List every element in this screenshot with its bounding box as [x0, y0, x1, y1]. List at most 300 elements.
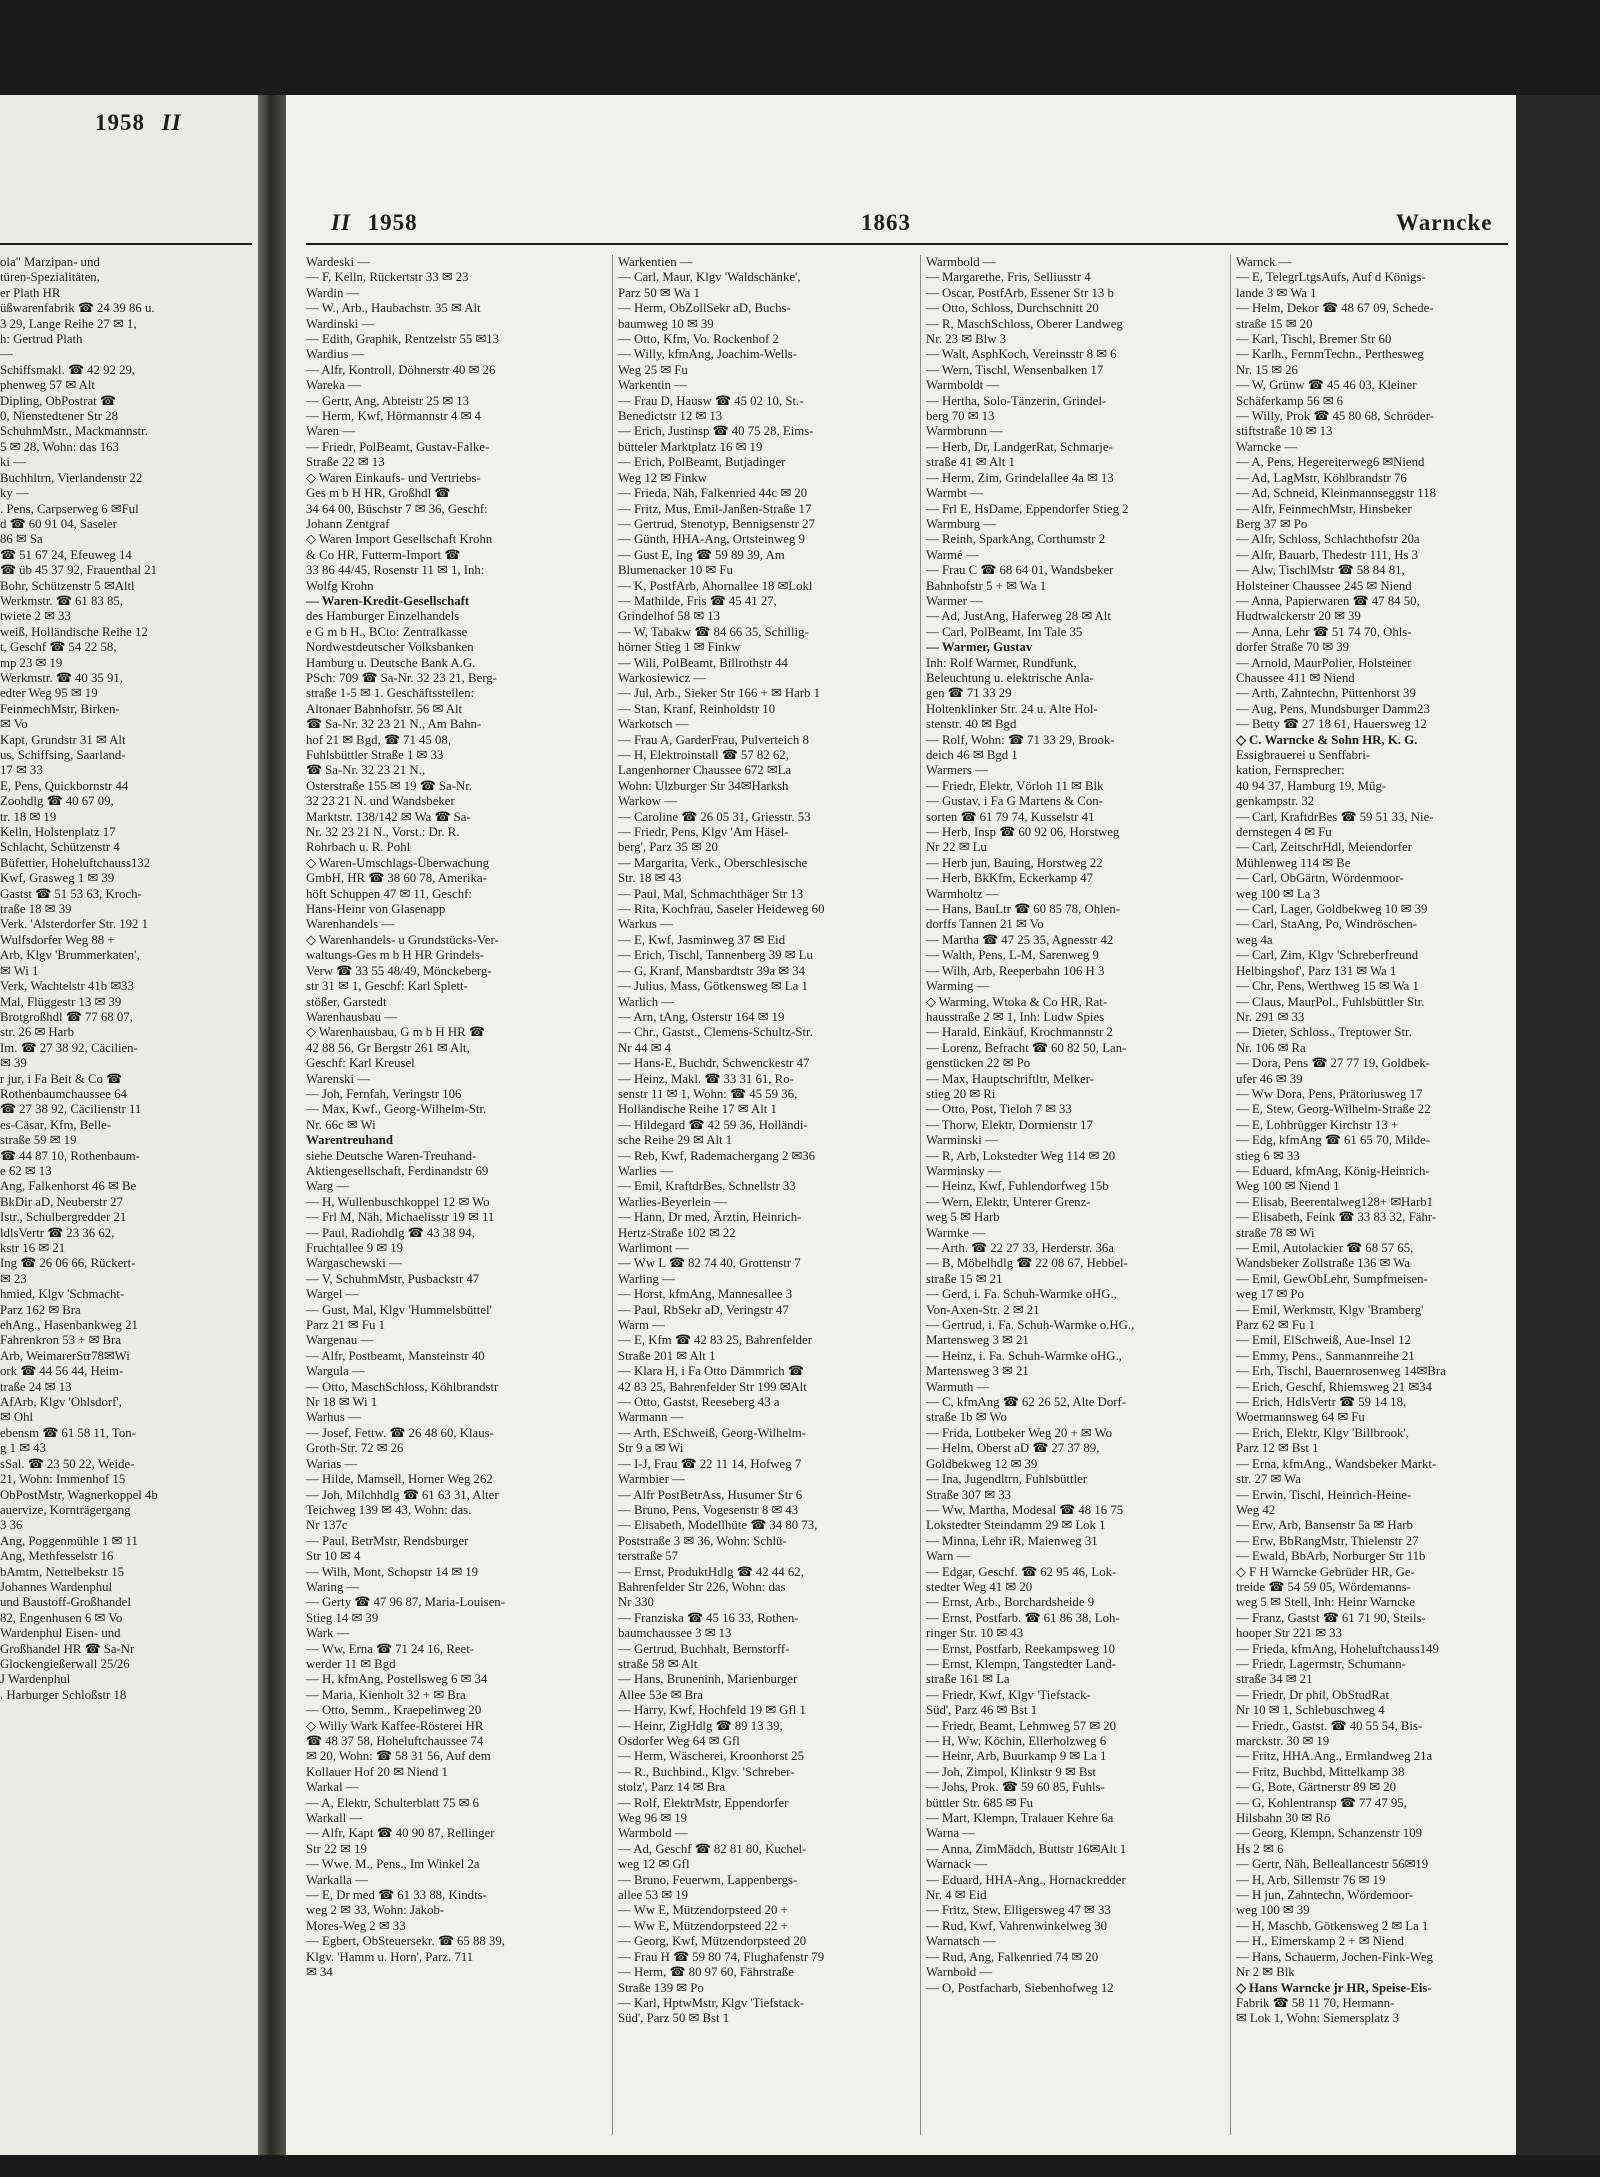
directory-entry: Bahrenfelder Str 226, Wohn: das [618, 1579, 786, 1594]
directory-entry: — Otto, Kfm, Vo. Rockenhof 2 [618, 332, 779, 347]
directory-entry: — Emil, GewObLehr, Sumpfmeisen- [1236, 1271, 1428, 1286]
directory-entry: — Alfr, Bauarb, Thedestr 111, Hs 3 [1236, 547, 1419, 562]
directory-entry: Nr. 32 23 21 N., Vorst.: Dr. R. [306, 825, 460, 840]
directory-entry: ufer 46 ✉ 39 [1236, 1071, 1303, 1086]
directory-entry: deich 46 ✉ Bgd 1 [926, 748, 1018, 762]
directory-entry: Warminski — [926, 1133, 998, 1148]
directory-entry: — Carl, Zim, Klgv 'Schreberfreund [1236, 948, 1419, 963]
directory-entry: Nr. 15 ✉ 26 [1236, 362, 1298, 377]
directory-entry: weg 12 ✉ Gfl [618, 1857, 690, 1872]
directory-entry: Kwf, Grasweg 1 ✉ 39 [0, 871, 115, 886]
directory-entry: Hs 2 ✉ 6 [1236, 1841, 1284, 1856]
directory-entry: — E, Lohbrügger Kirchstr 13 + [1236, 1117, 1399, 1132]
directory-entry: 33 86 44/45, Rosenstr 11 ✉ 1, Inh: [306, 563, 485, 578]
directory-entry: — Alfr, Kapt ☎ 40 90 87, Rellinger [306, 1826, 495, 1841]
directory-entry: straße 59 ✉ 19 [0, 1133, 77, 1148]
directory-entry: Kollauer Hof 20 ✉ Niend 1 [306, 1764, 448, 1779]
directory-entry: — Ad, JustAng, Haferweg 28 ✉ Alt [926, 609, 1111, 624]
right-header-rule [306, 243, 1508, 245]
right-page [286, 95, 1516, 2155]
directory-entry: — E, TelegrLtgsAufs, Auf d Königs- [1236, 270, 1426, 285]
directory-entry: mp 23 ✉ 19 [0, 655, 63, 670]
directory-entry: Warenhausbau — [306, 1009, 398, 1024]
directory-entry: 0, Nienstedtener Str 28 [0, 409, 118, 424]
directory-entry: Warmuth — [926, 1379, 990, 1394]
directory-entry: ◇ Hans Warncke jr HR, Speise-Eis- [1236, 1980, 1432, 1995]
directory-entry: Nr. 106 ✉ Ra [1236, 1040, 1306, 1055]
directory-entry: Istr., Schulbergredder 21 [0, 1210, 127, 1225]
directory-entry: stieg 20 ✉ Ri [926, 1086, 996, 1101]
directory-entry: — Arnold, MaurPolier, Holsteiner [1236, 655, 1412, 670]
directory-entry: Geschf: Karl Kreusel [306, 1056, 415, 1071]
directory-entry: Benedictstr 12 ✉ 13 [618, 409, 723, 424]
directory-entry: — Harald, Einkäuf, Krochmannstr 2 [926, 1025, 1113, 1040]
directory-entry: — Rolf, Wohn: ☎ 71 33 29, Brook- [926, 732, 1115, 747]
directory-entry: Warenski — [306, 1071, 371, 1086]
directory-entry: türen-Spezialitäten, [0, 270, 100, 285]
directory-entry: sche Reihe 29 ✉ Alt 1 [618, 1133, 733, 1148]
directory-entry: ki — [0, 455, 26, 470]
directory-entry: — Dora, Pens ☎ 27 77 19, Goldbek- [1236, 1056, 1431, 1071]
directory-entry: — Erwin, Tischl, Heinrich-Heine- [1236, 1487, 1412, 1502]
directory-entry: — Otto, Schloss, Durchschnitt 20 [926, 301, 1099, 316]
directory-entry: Altonaer Bahnhofstr. 56 ✉ Alt [306, 701, 463, 716]
directory-entry: — Carl, ZeitschrHdl, Meiendorfer [1236, 840, 1412, 855]
directory-entry: ☎ üb 45 37 92, Frauenthal 21 [0, 563, 158, 578]
directory-entry: — E, Kfm ☎ 42 83 25, Bahrenfelder [618, 1333, 812, 1348]
directory-entry: ☎ 48 37 58, Hoheluftchaussee 74 [306, 1734, 484, 1748]
directory-entry: — Bruno, Pens, Vogesenstr 8 ✉ 43 [618, 1502, 799, 1517]
directory-entry: straße 1-5 ✉ 1. Geschäftsstellen: [306, 686, 475, 701]
directory-entry: — Joh, Zimpol, Klinkstr 9 ✉ Bst [926, 1764, 1096, 1779]
directory-entry: — [0, 347, 13, 362]
directory-entry: Schäferkamp 56 ✉ 6 [1236, 393, 1344, 408]
directory-entry: — Carl, StaAng, Po, Windröschen- [1236, 917, 1417, 932]
directory-entry: — Fritz, HHA.Ang., Ermlandweg 21a [1236, 1749, 1433, 1764]
directory-entry: Warmers — [926, 763, 988, 778]
directory-entry: es-Cäsar, Kfm, Belle- [0, 1117, 112, 1132]
directory-entry: ☎ 51 67 24, Efeuweg 14 [0, 547, 132, 562]
directory-entry: stedter Weg 41 ✉ 20 [926, 1579, 1033, 1594]
directory-entry: Wardeski — [306, 255, 371, 269]
directory-entry: Str 10 ✉ 4 [306, 1549, 361, 1564]
directory-entry: E, Pens, Quickbornstr 44 [0, 778, 129, 793]
directory-entry: ☎ 27 38 92, Cäcilienstr 11 [0, 1102, 142, 1117]
directory-entry: Hudtwalckerstr 20 ✉ 39 [1236, 609, 1361, 624]
directory-entry: Warkosiewicz — [618, 670, 707, 685]
directory-entry: — Wili, PolBeamt, Billrothstr 44 [618, 655, 788, 670]
directory-entry: — Mathilde, Fris ☎ 45 41 27, [618, 593, 777, 608]
directory-entry: ObPostMstr, Wagnerkoppel 4b [0, 1487, 158, 1502]
directory-entry: — Friedr, Beamt, Lehmweg 57 ✉ 20 [926, 1718, 1117, 1733]
directory-entry: — Eduard, HHA-Ang., Hornackredder [926, 1872, 1126, 1887]
directory-entry: — H, kfmAng, Postellsweg 6 ✉ 34 [306, 1672, 488, 1687]
directory-entry: weiß, Holländische Reihe 12 [0, 624, 148, 639]
directory-entry: — Anna, Lehr ☎ 51 74 70, Ohls- [1236, 624, 1412, 639]
directory-entry: Stieg 14 ✉ 39 [306, 1610, 379, 1625]
directory-entry: 5 ✉ 28, Wohn: das 163 [0, 439, 119, 454]
directory-entry: Verw ☎ 33 55 48/49, Mönckeberg- [306, 963, 492, 978]
directory-entry: — Gertr, Ang, Abteistr 25 ✉ 13 [306, 393, 470, 408]
directory-entry: ✉ Wi 1 [0, 963, 39, 978]
directory-entry: — Aug, Pens, Mundsburger Damm23 [1236, 701, 1430, 716]
directory-entry: Str. 18 ✉ 43 [618, 871, 682, 886]
directory-entry: — Reb, Kwf, Rademachergang 2 ✉36 [618, 1148, 816, 1163]
directory-entry: — Reinh, SparkAng, Corthumstr 2 [926, 532, 1106, 547]
directory-entry: — Gerd, i. Fa. Schuh-Warmke oHG., [926, 1287, 1117, 1302]
directory-entry: — Paul, Mal, Schmachthäger Str 13 [618, 886, 804, 901]
directory-entry: BkDir aD, Neuberstr 27 [0, 1194, 123, 1209]
directory-entry: — Alfr, FeinmechMstr, Hinsbeker [1236, 501, 1412, 516]
directory-entry: — Heinz, Makl. ☎ 33 31 61, Ro- [618, 1071, 794, 1086]
directory-entry: ola" Marzipan- und [0, 255, 100, 269]
directory-entry: Parz 50 ✉ Wa 1 [618, 285, 700, 300]
directory-entry: Str 9 a ✉ Wi [618, 1441, 684, 1456]
directory-entry: Warn — [926, 1549, 970, 1564]
directory-entry: — Helm, Dekor ☎ 48 67 09, Schede- [1236, 301, 1434, 316]
directory-entry: Ang, Poggenmühle 1 ✉ 11 [0, 1533, 138, 1548]
directory-entry: — Joh, Fernfah, Veringstr 106 [306, 1086, 462, 1101]
directory-entry: — Herm, Zim, Grindelallee 4a ✉ 13 [926, 470, 1114, 485]
directory-entry: Holländische Reihe 17 ✉ Alt 1 [618, 1102, 777, 1117]
directory-entry: ✉ 39 [0, 1056, 27, 1071]
directory-column-1 [306, 255, 608, 1981]
directory-entry: genkampstr. 32 [1236, 794, 1315, 809]
directory-entry: — Max, Hauptschriftltr, Melker- [926, 1071, 1095, 1086]
directory-entry: — Elisabeth, Feink ☎ 33 83 32, Fähr- [1236, 1210, 1437, 1225]
directory-entry: — Edgar, Geschf. ☎ 62 95 46, Lok- [926, 1564, 1117, 1579]
directory-entry: Warg — [306, 1179, 350, 1194]
directory-entry: — Anna, Papierwaren ☎ 47 84 50, [1236, 593, 1420, 608]
directory-entry: Hamburg u. Deutsche Bank A.G. [306, 655, 476, 670]
directory-entry: weg 5 ✉ Stell, Inh: Heinr Warncke [1236, 1595, 1415, 1610]
directory-entry: — Erich, PolBeamt, Butjadinger [618, 455, 786, 470]
directory-entry: kation, Fernsprecher: [1236, 763, 1345, 778]
directory-entry: — Arn, tAng, Osterstr 164 ✉ 19 [618, 1009, 785, 1024]
directory-entry: — Karl, Tischl, Bremer Str 60 [1236, 332, 1392, 347]
directory-entry: — Frieda, kfmAng, Hoheluftchauss149 [1236, 1641, 1439, 1656]
directory-entry: Str 22 ✉ 19 [306, 1841, 367, 1856]
directory-entry: — Arth, ESchweiß, Georg-Wilhelm- [618, 1425, 806, 1440]
directory-entry: Nr. 291 ✉ 33 [1236, 1009, 1305, 1024]
directory-entry: — Heinr, ZigHdlg ☎ 89 13 39, [618, 1718, 783, 1733]
directory-entry: berg', Parz 35 ✉ 20 [618, 840, 718, 855]
directory-entry: Warmburg — [926, 516, 997, 531]
directory-entry: traße 24 ✉ 13 [0, 1379, 72, 1394]
directory-entry: straße 58 ✉ Alt [618, 1656, 698, 1671]
directory-entry: Warmbier — [618, 1472, 685, 1487]
directory-entry: — Fritz, Buchbd, Mittelkamp 38 [1236, 1764, 1405, 1779]
directory-entry: Warm — [618, 1318, 665, 1333]
directory-entry: Mal, Flüggestr 13 ✉ 39 [0, 994, 122, 1009]
directory-entry: Fuhlsbüttler Straße 1 ✉ 33 [306, 748, 444, 762]
directory-entry: Warenhandels — [306, 917, 395, 932]
directory-entry: — Erich, Geschf, Rhiemsweg 21 ✉34 [1236, 1379, 1432, 1394]
directory-entry: — Bruno, Feuerwm, Lappenbergs- [618, 1872, 798, 1887]
directory-entry: Schlacht, Schützenstr 4 [0, 840, 120, 855]
directory-entry: — Erich, HdlsVertr ☎ 59 14 18, [1236, 1395, 1407, 1410]
directory-entry: ky — [0, 486, 29, 501]
directory-entry: — Walt, AsphKoch, Vereinsstr 8 ✉ 6 [926, 347, 1117, 362]
directory-entry: — Paul, RbSekr aD, Veringstr 47 [618, 1302, 789, 1317]
directory-entry: — Frau H ☎ 59 80 74, Flughafenstr 79 [618, 1949, 825, 1964]
directory-entry: — Margarita, Verk., Oberschlesische [618, 855, 808, 870]
directory-entry: Verk, Wachtelstr 41b ✉33 [0, 979, 134, 994]
directory-entry: stößer, Garstedt [306, 994, 387, 1009]
directory-entry: — Josef, Fettw. ☎ 26 48 60, Klaus- [306, 1425, 494, 1440]
directory-entry: hmied, Klgv 'Schmacht- [0, 1287, 125, 1302]
directory-entry: Schiffsmakl. ☎ 42 92 29, [0, 362, 136, 377]
directory-entry: Parz 12 ✉ Bst 1 [1236, 1441, 1319, 1456]
directory-entry: Großhandel HR ☎ Sa-Nr [0, 1641, 135, 1656]
directory-entry: Marktstr. 138/142 ✉ Wa ☎ Sa- [306, 809, 471, 824]
directory-entry: — Ernst, Klempn, Tangstedter Land- [926, 1656, 1117, 1671]
directory-entry: — Frl E, HsDame, Eppendorfer Stieg 2 [926, 501, 1129, 516]
directory-entry: baumchaussee 3 ✉ 13 [618, 1626, 732, 1641]
directory-entry: — Gustav, i Fa G Martens & Con- [926, 794, 1103, 809]
directory-entry: us, Schiffsing, Saarland- [0, 748, 126, 762]
directory-entry: straße 15 ✉ 21 [926, 1271, 1003, 1286]
directory-entry: Woermannsweg 64 ✉ Fu [1236, 1410, 1365, 1425]
directory-entry: Warnbold — [926, 1965, 993, 1980]
directory-entry: Kapt, Grundstr 31 ✉ Alt [0, 732, 126, 747]
directory-entry: ringer Str. 10 ✉ 43 [926, 1626, 1024, 1641]
directory-entry: hooper Str 221 ✉ 33 [1236, 1626, 1342, 1641]
directory-entry: höft Schuppen 47 ✉ 11, Geschf: [306, 886, 472, 901]
directory-entry: — Paul, BetrMstr, Rendsburger [306, 1533, 469, 1548]
directory-entry: Warkalla — [306, 1872, 368, 1887]
directory-entry: Wolfg Krohn [306, 578, 374, 593]
directory-entry: — Erna, kfmAng., Wandsbeker Markt- [1236, 1456, 1437, 1471]
directory-entry: — Karlh., FernmTechn., Perthesweg [1236, 347, 1424, 362]
directory-entry: Osterstraße 155 ✉ 19 ☎ Sa-Nr. [306, 778, 472, 793]
directory-entry: — Walth, Pens, L-M, Sarenweg 9 [926, 948, 1099, 963]
directory-entry: — Willy, Prok ☎ 45 80 68, Schröder- [1236, 409, 1434, 424]
directory-entry: — Arth, Zahntechn, Püttenhorst 39 [1236, 686, 1416, 701]
directory-entry: sSal. ☎ 23 50 22, Weide- [0, 1456, 135, 1471]
directory-entry: siehe Deutsche Waren-Treuhand- [306, 1148, 477, 1163]
directory-entry: Blumenacker 10 ✉ Fu [618, 563, 733, 578]
directory-entry: — Hilde, Mamsell, Horner Weg 262 [306, 1472, 493, 1487]
directory-entry: Nr 330 [618, 1595, 654, 1610]
directory-entry: Warkentin — [618, 378, 687, 393]
directory-entry: Warlies-Beyerlein — [618, 1194, 727, 1209]
directory-entry: Straße 201 ✉ Alt 1 [618, 1348, 716, 1363]
directory-entry: twiete 2 ✉ 33 [0, 609, 71, 624]
directory-entry: Langenhorner Chaussee 672 ✉La [618, 763, 792, 778]
directory-entry: stieg 6 ✉ 33 [1236, 1148, 1300, 1163]
directory-entry: h: Gertrud Plath [0, 332, 83, 347]
directory-entry: Warmke — [926, 1225, 986, 1240]
directory-entry: Poststraße 3 ✉ 36, Wohn: Schlü- [618, 1533, 787, 1548]
directory-entry: Groth-Str. 72 ✉ 26 [306, 1441, 404, 1456]
directory-entry: Chaussee 411 ✉ Niend [1236, 670, 1355, 685]
directory-entry: Wargula — [306, 1364, 365, 1379]
directory-entry: Kelln, Holstenplatz 17 [0, 825, 116, 840]
directory-entry: — Franz, Gastst ☎ 61 71 90, Steils- [1236, 1610, 1426, 1625]
directory-entry: — Frieda, Näh, Falkenried 44c ✉ 20 [618, 486, 808, 501]
directory-entry: Aktiengesellschaft, Ferdinandstr 69 [306, 1163, 489, 1178]
directory-entry: — Hans, Schauerm, Jochen-Fink-Weg [1236, 1949, 1433, 1964]
directory-entry: — Wilh, Mont, Schopstr 14 ✉ 19 [306, 1564, 479, 1579]
directory-entry: Nr 18 ✉ Wi 1 [306, 1395, 378, 1410]
directory-entry: . Pens, Carpserweg 6 ✉Ful [0, 501, 139, 516]
column-divider [612, 255, 613, 2135]
directory-entry: — Herb, BkKfm, Eckerkamp 47 [926, 871, 1094, 886]
directory-entry: ☎ Sa-Nr. 32 23 21 N., Am Bahn- [306, 717, 482, 732]
directory-entry: Glockengießerwall 25/26 [0, 1656, 130, 1671]
directory-entry: Ang, Falkenhorst 46 ✉ Be [0, 1179, 137, 1194]
directory-entry: PSch: 709 ☎ Sa-Nr. 32 23 21, Berg- [306, 670, 497, 685]
directory-entry: — Fritz, Stew, Elligersweg 47 ✉ 33 [926, 1903, 1111, 1918]
directory-entry: 3 36 [0, 1518, 23, 1533]
directory-entry: — Carl, PolBeamt, Im Tale 35 [926, 624, 1083, 639]
directory-entry: ✉ 20, Wohn: ☎ 58 31 56, Auf dem [306, 1749, 491, 1764]
directory-entry: 17 ✉ 33 [0, 763, 43, 778]
directory-entry: Helbingshof', Parz 131 ✉ Wa 1 [1236, 963, 1397, 978]
directory-entry: Warentreuhand [306, 1133, 393, 1148]
directory-entry: e 62 ✉ 13 [0, 1163, 52, 1178]
directory-entry: — Rud, Ang, Falkenried 74 ✉ 20 [926, 1949, 1099, 1964]
right-frame [1516, 95, 1600, 2155]
directory-entry: werder 11 ✉ Bgd [306, 1656, 396, 1671]
directory-entry: Warmer — [926, 593, 983, 608]
directory-entry: — Anna, ZimMädch, Buttstr 16✉Alt 1 [926, 1841, 1127, 1856]
directory-entry: stiftstraße 10 ✉ 13 [1236, 424, 1333, 439]
directory-entry: ◇ Warenhandels- u Grundstücks-Ver- [306, 932, 499, 947]
directory-entry: Holsteiner Chaussee 245 ✉ Niend [1236, 578, 1412, 593]
directory-entry: — Georg, Kwf, Mützendorpsteed 20 [618, 1934, 807, 1949]
directory-entry: — Hildegard ☎ 42 59 36, Holländi- [618, 1117, 808, 1132]
directory-entry: t, Geschf ☎ 54 22 58, [0, 640, 117, 655]
directory-entry: Nr 2 ✉ Blk [1236, 1965, 1295, 1980]
directory-entry: — Ww L ☎ 82 74 40, Grottenstr 7 [618, 1256, 801, 1271]
directory-entry: — Georg, Klempn, Schanzenstr 109 [1236, 1826, 1422, 1841]
directory-entry: Warmbt — [926, 486, 983, 501]
directory-entry: — Heinz, Kwf, Fuhlendorfweg 15b [926, 1179, 1109, 1194]
directory-entry: — R., Buchbind., Klgv. 'Schreber- [618, 1764, 795, 1779]
directory-entry: — Chr, Pens, Werthweg 15 ✉ Wa 1 [1236, 979, 1419, 994]
directory-entry: Warminsky — [926, 1163, 1001, 1178]
directory-entry: Nr. 23 ✉ Blw 3 [926, 332, 1007, 347]
directory-entry: Hans-Heinr von Glasenapp [306, 902, 446, 917]
directory-entry: Inh: Rolf Warmer, Rundfunk, [926, 655, 1077, 670]
directory-entry: str. 26 ✉ Harb [0, 1025, 74, 1040]
directory-entry: Nr 22 ✉ Lu [926, 840, 987, 855]
directory-entry: Straße 307 ✉ 33 [926, 1487, 1012, 1502]
directory-entry: — Herb jun, Bauing, Horstweg 22 [926, 855, 1103, 870]
directory-entry: Wandsbeker Zollstraße 136 ✉ Wa [1236, 1256, 1411, 1271]
directory-entry: bütteler Marktplatz 16 ✉ 19 [618, 439, 763, 454]
directory-entry: — Chr., Gastst., Clemens-Schultz-Str. [618, 1025, 813, 1040]
directory-entry: — Julius, Mass, Götkensweg ✉ La 1 [618, 979, 808, 994]
directory-entry: Nordwestdeutscher Volksbanken [306, 640, 474, 655]
directory-entry: — Karl, HptwMstr, Klgv 'Tiefstack- [618, 1995, 805, 2010]
directory-entry: — R, Arb, Lokstedter Weg 114 ✉ 20 [926, 1148, 1116, 1163]
directory-entry: — Hertha, Solo-Tänzerin, Grindel- [926, 393, 1107, 408]
directory-entry: Martensweg 3 ✉ 21 [926, 1333, 1029, 1348]
directory-entry: — Emil, Autolackier ☎ 68 57 65, [1236, 1241, 1414, 1255]
directory-entry: berg 70 ✉ 13 [926, 409, 995, 424]
directory-entry: Holtenklinker Str. 24 u. Alte Hol- [926, 701, 1098, 716]
directory-entry: straße 1b ✉ Wo [926, 1410, 1007, 1425]
directory-entry: — F, Kelln, Rückertstr 33 ✉ 23 [306, 270, 469, 285]
directory-entry: — Erich, Justinsp ☎ 40 75 28, Eims- [618, 424, 814, 439]
directory-entry: ✉ 34 [306, 1965, 333, 1980]
directory-entry: ◇ Warming, Wtoka & Co HR, Rat- [926, 994, 1108, 1009]
directory-entry: — Herb, Insp ☎ 60 92 06, Horstweg [926, 825, 1120, 840]
directory-entry: — Herm, ☎ 80 97 60, Fährstraße [618, 1965, 794, 1980]
directory-entry: AfArb, Klgv 'Ohlsdorf', [0, 1395, 122, 1410]
directory-entry: — Ww E, Mützendorpsteed 22 + [618, 1918, 788, 1933]
directory-entry: — Warmer, Gustav [926, 640, 1033, 655]
directory-entry: — Edith, Graphik, Rentzelstr 55 ✉13 [306, 332, 500, 347]
directory-entry: Mühlenweg 114 ✉ Be [1236, 855, 1351, 870]
directory-entry: — E, Stew, Georg-Wilhelm-Straße 22 [1236, 1102, 1431, 1117]
directory-entry: Fabrik ☎ 58 11 70, Hermann- [1236, 1995, 1395, 2010]
directory-entry: Dipling, ObPostrat ☎ [0, 393, 116, 408]
directory-entry: auervize, Kornträgergang [0, 1502, 131, 1517]
left-page [0, 95, 258, 2155]
directory-entry: — Hans, Bruneninh, Marienburger [618, 1672, 798, 1687]
directory-entry: Hertz-Straße 102 ✉ 22 [618, 1225, 736, 1240]
directory-entry: — Stan, Kranf, Reinholdstr 10 [618, 701, 776, 716]
directory-entry: — Alfr, Postbeamt, Mansteinstr 40 [306, 1348, 485, 1363]
directory-entry: — Erw, BbRangMstr, Thielenstr 27 [1236, 1533, 1419, 1548]
directory-entry: — G, Kranf, Mansbardtstr 39a ✉ 34 [618, 963, 805, 978]
directory-entry: Gastst ☎ 51 53 63, Kroch- [0, 886, 142, 901]
directory-entry: — Joh, Milchhdlg ☎ 61 63 31, Alter [306, 1487, 499, 1502]
directory-entry: straße 34 ✉ 21 [1236, 1672, 1313, 1687]
directory-entry: — Oscar, PostfArb, Essener Str 13 b [926, 285, 1114, 300]
directory-entry: — Alfr, Schloss, Schlachthofstr 20a [1236, 532, 1420, 547]
directory-entry: — Friedr, Kwf, Klgv 'Tiefstack- [926, 1687, 1091, 1702]
directory-entry: — Wilh, Arb, Reeperbahn 106 H 3 [926, 963, 1105, 978]
directory-entry: — Mart, Klempn, Tralauer Kehre 6a [926, 1811, 1114, 1826]
directory-entry: des Hamburger Einzelhandels [306, 609, 460, 624]
directory-entry: — Helm, Oberst aD ☎ 27 37 89, [926, 1441, 1100, 1456]
directory-entry: Brotgroßhdl ☎ 77 68 07, [0, 1009, 133, 1024]
directory-entry: marckstr. 30 ✉ 19 [1236, 1734, 1330, 1748]
directory-entry: Von-Axen-Str. 2 ✉ 21 [926, 1302, 1040, 1317]
directory-entry: Nr 137c [306, 1518, 348, 1533]
directory-entry: & Co HR, Futterm-Import ☎ [306, 547, 461, 562]
directory-entry: Büfettier, Hoheluftchauss132 [0, 855, 151, 870]
directory-entry: treide ☎ 54 59 05, Wördemanns- [1236, 1579, 1411, 1594]
directory-entry: — Elisabeth, Modellhüte ☎ 34 80 73, [618, 1518, 818, 1533]
directory-entry: — Carl, Maur, Klgv 'Waldschänke', [618, 270, 801, 285]
directory-entry: Goldbekweg 12 ✉ 39 [926, 1456, 1038, 1471]
page-number: 1863 [861, 210, 911, 235]
directory-entry: stenstr. 40 ✉ Bgd [926, 717, 1017, 732]
directory-entry: Weg 96 ✉ 19 [618, 1811, 688, 1826]
directory-entry: weg 4a [1236, 932, 1273, 947]
directory-entry: ◇ Willy Wark Kaffee-Rösterei HR [306, 1718, 484, 1733]
directory-entry: — R, MaschSchloss, Oberer Landweg [926, 316, 1123, 331]
directory-entry: — K, PostfArb, Ahornallee 18 ✉Lokl [618, 578, 813, 593]
directory-entry: — Otto, Semm., Kraepelinweg 20 [306, 1703, 482, 1718]
directory-entry: Fruchtallee 9 ✉ 19 [306, 1241, 404, 1255]
directory-entry: Arb, Klgv 'Brummerkaten', [0, 948, 140, 963]
directory-entry: — C, kfmAng ☎ 62 26 52, Alte Dorf- [926, 1395, 1127, 1410]
directory-entry: — Betty ☎ 27 18 61, Hauersweg 12 [1236, 717, 1427, 732]
directory-entry: — Ad, Schneid, Kleinmannseggstr 118 [1236, 486, 1436, 501]
directory-entry: Warncke — [1236, 439, 1298, 454]
right-header-left [331, 210, 418, 236]
directory-entry: — Herb, Dr, LandgerRat, Schmarje- [926, 439, 1113, 454]
directory-entry: und Baustoff-Großhandel [0, 1595, 131, 1610]
directory-entry: Warlich — [618, 994, 675, 1009]
